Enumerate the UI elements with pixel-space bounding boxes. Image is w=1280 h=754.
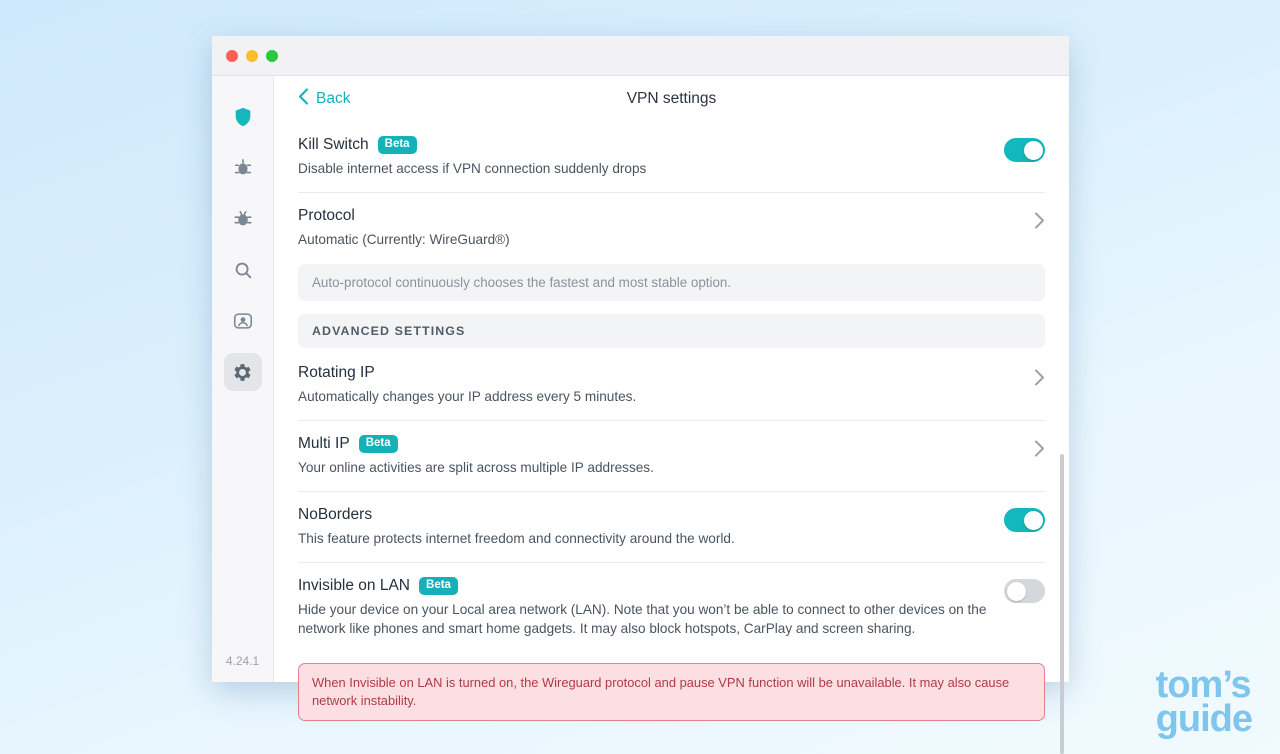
row-text bbox=[298, 434, 1034, 477]
sidebar-item-search[interactable] bbox=[224, 251, 262, 289]
shield-icon bbox=[232, 106, 254, 128]
advanced-settings-header: ADVANCED SETTINGS bbox=[298, 314, 1045, 348]
row-text bbox=[298, 135, 1004, 178]
kill-switch-toggle[interactable] bbox=[1004, 138, 1045, 162]
window-titlebar bbox=[212, 36, 1069, 76]
back-button[interactable] bbox=[298, 88, 350, 110]
minimize-window-button[interactable] bbox=[246, 50, 258, 62]
sidebar-item-threats[interactable] bbox=[224, 200, 262, 238]
row-text bbox=[298, 206, 1034, 249]
multi-ip-description: Your online activities are split across multiple IP addresses. bbox=[298, 460, 654, 475]
row-title bbox=[298, 135, 988, 155]
sidebar-item-identity[interactable] bbox=[224, 302, 262, 340]
setting-row-protocol[interactable] bbox=[298, 193, 1045, 255]
toggle-knob bbox=[1024, 511, 1043, 530]
row-title bbox=[298, 505, 988, 525]
setting-row-rotating-ip[interactable] bbox=[298, 350, 1045, 421]
rotating-ip-label: Rotating IP bbox=[298, 364, 375, 381]
sidebar-item-protection[interactable] bbox=[224, 98, 262, 136]
noborders-toggle[interactable] bbox=[1004, 508, 1045, 532]
watermark-line-2: guide bbox=[1155, 698, 1252, 740]
setting-row-kill-switch[interactable] bbox=[298, 122, 1045, 193]
setting-row-noborders[interactable] bbox=[298, 492, 1045, 563]
noborders-label: NoBorders bbox=[298, 506, 373, 523]
page-title: VPN settings bbox=[626, 90, 717, 107]
maximize-window-button[interactable] bbox=[266, 50, 278, 62]
chevron-right-icon bbox=[1034, 440, 1045, 462]
chevron-left-icon bbox=[298, 88, 309, 110]
bug-icon bbox=[232, 208, 254, 230]
row-text bbox=[298, 576, 1004, 638]
beta-badge: Beta bbox=[359, 435, 398, 453]
settings-list bbox=[274, 122, 1069, 721]
sidebar bbox=[212, 76, 274, 682]
page-header bbox=[274, 76, 1069, 122]
app-version: 4.24.1 bbox=[225, 654, 260, 668]
identity-icon bbox=[232, 310, 254, 332]
chevron-right-icon bbox=[1034, 212, 1045, 234]
main-panel bbox=[274, 76, 1069, 708]
beta-badge: Beta bbox=[378, 136, 417, 154]
protocol-label: Protocol bbox=[298, 207, 355, 224]
invisible-on-lan-toggle[interactable] bbox=[1004, 579, 1045, 603]
protocol-info-banner: Auto-protocol continuously chooses the fastest and most stable option. bbox=[298, 264, 1045, 301]
search-icon bbox=[232, 259, 254, 281]
invisible-on-lan-label: Invisible on LAN bbox=[298, 577, 411, 594]
row-text bbox=[298, 363, 1034, 406]
kill-switch-label: Kill Switch bbox=[298, 136, 369, 153]
content-scrollbar[interactable] bbox=[1060, 454, 1064, 754]
close-window-button[interactable] bbox=[226, 50, 238, 62]
noborders-description: This feature protects internet freedom and connectivity around the world. bbox=[298, 531, 735, 546]
watermark-line-1: tom’s bbox=[1155, 664, 1251, 706]
beta-badge: Beta bbox=[419, 577, 458, 595]
chevron-right-icon bbox=[1034, 369, 1045, 391]
back-label: Back bbox=[316, 90, 351, 107]
window-body bbox=[212, 76, 1069, 708]
sidebar-item-scan[interactable] bbox=[224, 149, 262, 187]
toggle-knob bbox=[1024, 141, 1043, 160]
gear-icon bbox=[231, 361, 254, 384]
invisible-on-lan-warning: When Invisible on LAN is turned on, the Wireguard protocol and pause VPN function will be unavailable. It may also cause network instability. bbox=[298, 663, 1045, 721]
row-title bbox=[298, 363, 1018, 383]
rotating-ip-description: Automatically changes your IP address every 5 minutes. bbox=[298, 389, 637, 404]
setting-row-invisible-on-lan[interactable] bbox=[298, 563, 1045, 652]
row-title bbox=[298, 434, 1018, 454]
setting-row-multi-ip[interactable] bbox=[298, 421, 1045, 492]
app-window bbox=[212, 36, 1069, 708]
invisible-on-lan-description: Hide your device on your Local area network (LAN). Note that you won’t be able to connect to other devices on the network like phones and smart home gadgets. It may also block hotspots, CarPlay and screen sharing. bbox=[298, 602, 987, 636]
watermark bbox=[1155, 664, 1252, 740]
bug-scan-icon bbox=[232, 157, 254, 179]
multi-ip-label: Multi IP bbox=[298, 435, 350, 452]
row-text bbox=[298, 505, 1004, 548]
toggle-knob bbox=[1007, 582, 1026, 601]
kill-switch-description: Disable internet access if VPN connection suddenly drops bbox=[298, 161, 647, 176]
protocol-value: Automatic (Currently: WireGuard®) bbox=[298, 232, 510, 247]
sidebar-item-settings[interactable] bbox=[224, 353, 262, 391]
row-title bbox=[298, 576, 988, 596]
row-title bbox=[298, 206, 1018, 226]
